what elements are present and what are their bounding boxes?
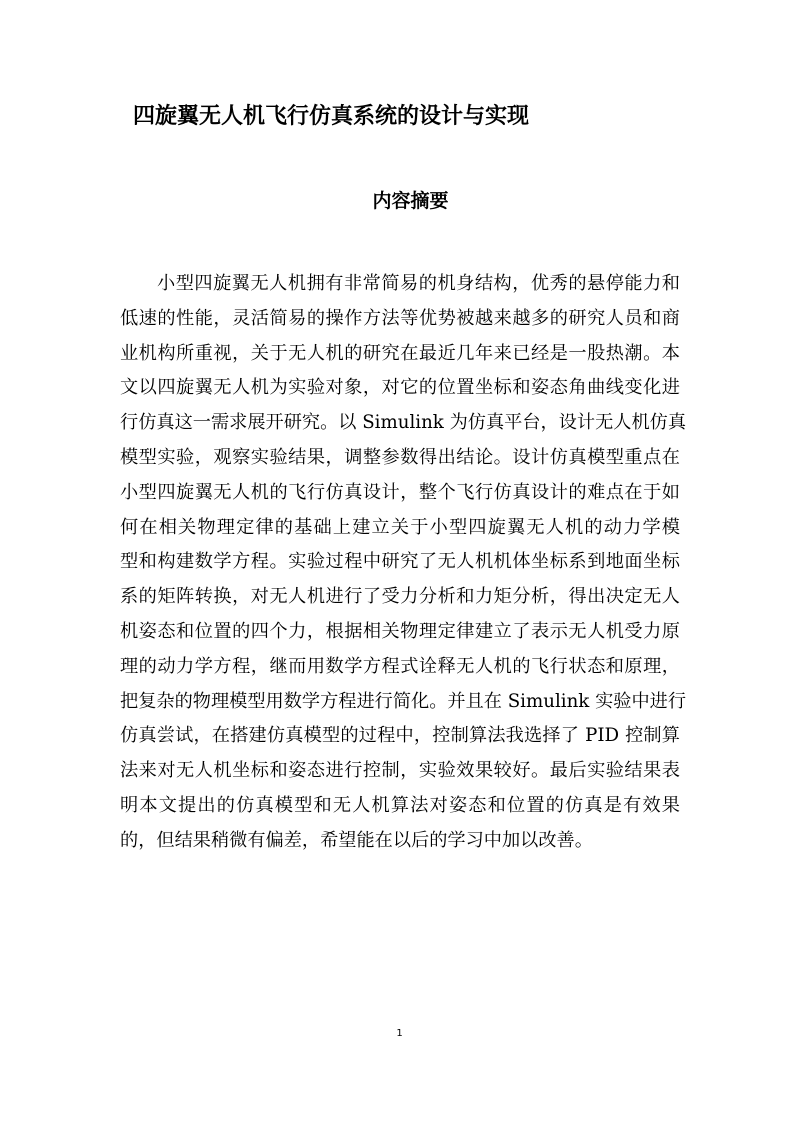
document-title: 四旋翼无人机飞行仿真系统的设计与实现: [133, 104, 530, 129]
abstract-line: 模型实验，观察实验结果，调整参数得出结论。设计仿真模型重点在: [120, 446, 680, 468]
abstract-line: 型和构建数学方程。实验过程中研究了无人机机体坐标系到地面坐标: [120, 551, 680, 573]
abstract-line: 行仿真这一需求展开研究。以 Simulink 为仿真平台，设计无人机仿真: [120, 412, 687, 434]
abstract-line: 系的矩阵转换，对无人机进行了受力分析和力矩分析，得出决定无人: [120, 586, 680, 608]
abstract-line: 明本文提出的仿真模型和无人机算法对姿态和位置的仿真是有效果: [120, 794, 680, 816]
abstract-line: 何在相关物理定律的基础上建立关于小型四旋翼无人机的动力学模: [120, 516, 680, 538]
abstract-line: 仿真尝试，在搭建仿真模型的过程中，控制算法我选择了 PID 控制算: [120, 725, 680, 747]
abstract-body: [120, 267, 687, 859]
abstract-line: 机姿态和位置的四个力，根据相关物理定律建立了表示无人机受力原: [120, 620, 680, 642]
abstract-line: 的，但结果稍微有偏差，希望能在以后的学习中加以改善。: [120, 829, 593, 851]
abstract-heading: 内容摘要: [372, 190, 449, 212]
abstract-line: 小型四旋翼无人机的飞行仿真设计，整个飞行仿真设计的难点在于如: [120, 481, 680, 503]
abstract-line: 把复杂的物理模型用数学方程进行简化。并且在 Simulink 实验中进行: [120, 690, 687, 712]
abstract-line: 理的动力学方程，继而用数学方程式诠释无人机的飞行状态和原理，: [120, 655, 680, 677]
abstract-line: 文以四旋翼无人机为实验对象，对它的位置坐标和姿态角曲线变化进: [120, 377, 680, 399]
abstract-line: 低速的性能，灵活简易的操作方法等优势被越来越多的研究人员和商: [120, 307, 680, 329]
abstract-line: 法来对无人机坐标和姿态进行控制，实验效果较好。最后实验结果表: [120, 760, 680, 782]
abstract-line: 小型四旋翼无人机拥有非常简易的机身结构，优秀的悬停能力和: [157, 273, 680, 294]
page-number: 1: [396, 1028, 403, 1039]
abstract-line: 业机构所重视，关于无人机的研究在最近几年来已经是一股热潮。本: [120, 342, 680, 364]
